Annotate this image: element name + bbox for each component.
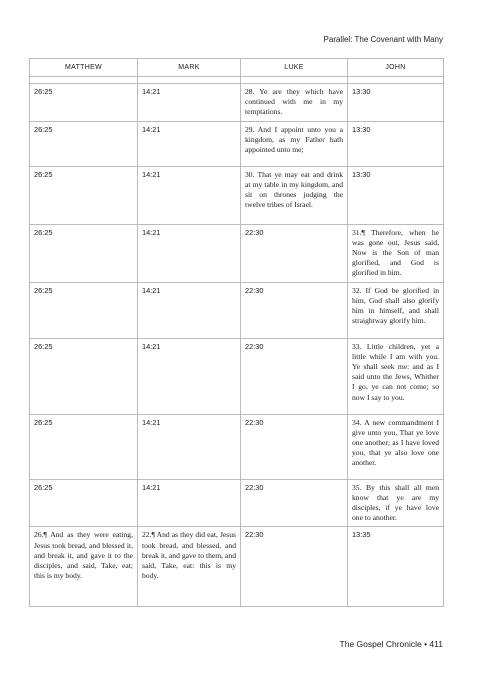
luke-cell: 22:30 [241, 527, 348, 607]
mark-cell: 14:21 [138, 414, 241, 479]
matthew-cell: 26:25 [30, 166, 138, 224]
page-footer: The Gospel Chronicle • 411 [339, 639, 443, 649]
john-cell: 13:30 [348, 166, 444, 224]
matthew-cell: 26:25 [30, 84, 138, 122]
luke-cell: 22:30 [241, 338, 348, 414]
john-cell: 31.¶ Therefore, when he was gone out, Jesus said, Now is the Son of man glorified, and God is glorified in him. [348, 224, 444, 282]
matthew-cell: 26:25 [30, 338, 138, 414]
table-row [30, 282, 444, 338]
mark-cell: 14:21 [138, 224, 241, 282]
luke-cell: 30. That ye may eat and drink at my table in my kingdom, and sit on thrones judging the twelve tribes of Israel. [241, 166, 348, 224]
luke-cell: 22:30 [241, 282, 348, 338]
luke-cell: 22:30 [241, 414, 348, 479]
luke-cell: 22:30 [241, 479, 348, 527]
mark-cell: 22.¶ And as they did eat, Jesus took bread, and blessed, and break it, and gave to them, and said, Take, eat: this is my body. [138, 527, 241, 607]
header-spacer-row [30, 77, 444, 84]
mark-cell: 14:21 [138, 121, 241, 166]
column-header-luke: LUKE [241, 59, 348, 77]
matthew-cell: 26:25 [30, 121, 138, 166]
table-row [30, 527, 444, 607]
luke-cell: 29. And I appoint unto you a kingdom, as my Father hath appointed unto me; [241, 121, 348, 166]
column-header-matthew: MATTHEW [30, 59, 138, 77]
mark-cell: 14:21 [138, 84, 241, 122]
table-row [30, 338, 444, 414]
table-row [30, 121, 444, 166]
matthew-cell: 26:25 [30, 479, 138, 527]
matthew-cell: 26:25 [30, 224, 138, 282]
matthew-cell: 26.¶ And as they were eating, Jesus took bread, and blessed it, and break it, and gave it to the disciples, and said, Take, eat; this is my body. [30, 527, 138, 607]
mark-cell: 14:21 [138, 338, 241, 414]
john-cell: 35. By this shall all men know that ye are my disciples, if ye have love one to another. [348, 479, 444, 527]
parallel-table [29, 58, 444, 607]
mark-cell: 14:21 [138, 479, 241, 527]
column-header-mark: MARK [138, 59, 241, 77]
table-row [30, 166, 444, 224]
john-cell: 13:30 [348, 84, 444, 122]
table-row [30, 414, 444, 479]
page-header-title: Parallel: The Covenant with Many [323, 35, 443, 44]
luke-cell: 22:30 [241, 224, 348, 282]
luke-cell: 28. Ye are they which have continued with me in my temptations. [241, 84, 348, 122]
table-row [30, 84, 444, 122]
table-row [30, 479, 444, 527]
mark-cell: 14:21 [138, 166, 241, 224]
table-row [30, 224, 444, 282]
table-header-row [30, 59, 444, 77]
john-cell: 34. A new commandment I give unto you, That ye love one another; as I have loved you, that ye also love one another. [348, 414, 444, 479]
matthew-cell: 26:25 [30, 282, 138, 338]
matthew-cell: 26:25 [30, 414, 138, 479]
john-cell: 33. Little children, yet a little while I am with you. Ye shall seek me: and as I said unto the Jews, Whither I go, ye can not come; so now I say to you. [348, 338, 444, 414]
column-header-john: JOHN [348, 59, 444, 77]
john-cell: 13:35 [348, 527, 444, 607]
john-cell: 13:30 [348, 121, 444, 166]
john-cell: 32. If God be glorified in him, God shall also glorify him in himself, and shall straightway glorify him. [348, 282, 444, 338]
mark-cell: 14:21 [138, 282, 241, 338]
